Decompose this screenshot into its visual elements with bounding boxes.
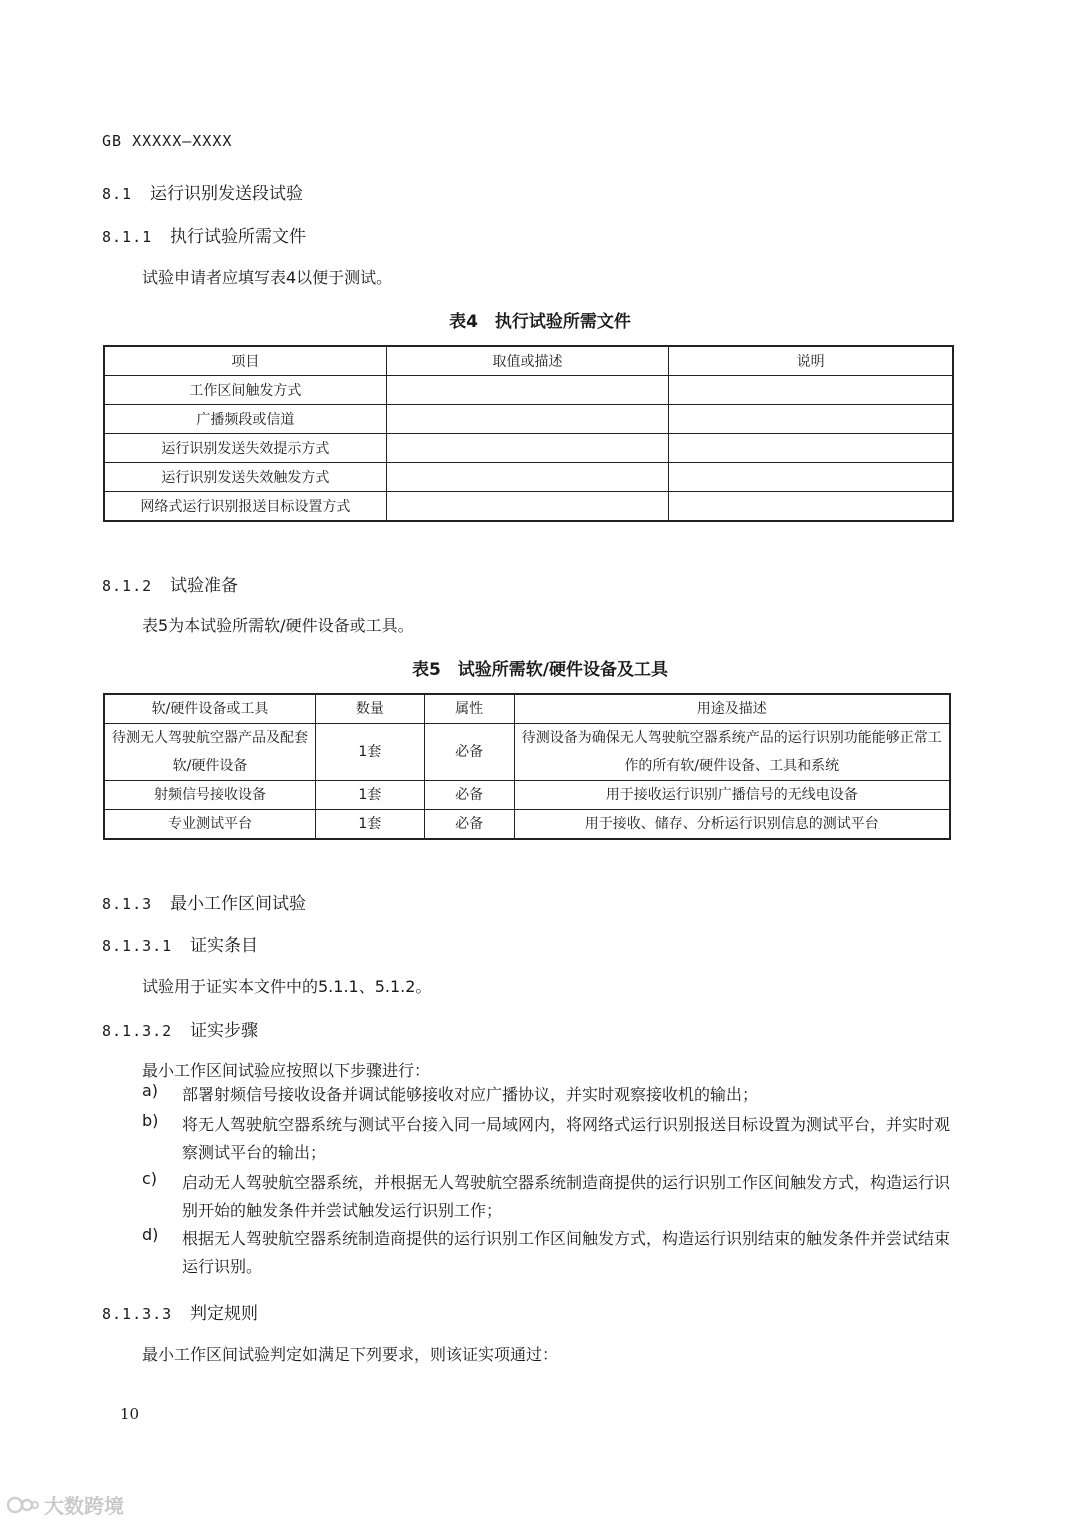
section-8-1-3-3-heading [102, 1299, 258, 1324]
section-title: 运行识别发送段试验 [150, 184, 303, 204]
watermark [6, 1490, 124, 1519]
list-marker: d) [142, 1225, 159, 1244]
table4 [103, 345, 954, 522]
table-header-cell: 属性 [424, 694, 514, 724]
table-cell: 用于接收、储存、分析运行识别信息的测试平台 [514, 810, 950, 840]
section-number: 8.1.3.3 [102, 1305, 173, 1323]
section-number: 8.1.2 [102, 577, 153, 595]
table-header-cell: 项目 [104, 346, 386, 376]
list-item [142, 1225, 952, 1281]
table-cell: 射频信号接收设备 [104, 781, 316, 810]
table-row [104, 492, 953, 522]
section-title: 证实步骤 [190, 1021, 258, 1041]
section-number: 8.1.3.1 [102, 937, 173, 955]
table-cell: 1套 [316, 810, 425, 840]
table-row [104, 810, 950, 840]
document-id: GB XXXXX—XXXX [102, 132, 233, 150]
list-marker: c) [142, 1169, 158, 1188]
table-cell [669, 492, 953, 522]
table-header-row [104, 694, 950, 724]
section-8-1-3-2-heading [102, 1016, 258, 1041]
section-8-1-2-heading [102, 571, 238, 596]
section-8-1-1-heading [102, 222, 306, 247]
table-row [104, 724, 950, 781]
table-header-cell: 用途及描述 [514, 694, 950, 724]
table-header-cell: 软/硬件设备或工具 [104, 694, 316, 724]
table-cell [386, 405, 668, 434]
table-cell [669, 434, 953, 463]
table-cell: 必备 [424, 724, 514, 781]
list-item [142, 1111, 952, 1167]
section-title: 执行试验所需文件 [170, 227, 306, 247]
section-title: 证实条目 [190, 936, 258, 956]
table-cell: 运行识别发送失效触发方式 [104, 463, 386, 492]
table-cell: 待测无人驾驶航空器产品及配套软/硬件设备 [104, 724, 316, 781]
table-cell: 1套 [316, 781, 425, 810]
table-cell [386, 434, 668, 463]
list-text: 部署射频信号接收设备并调试能够接收对应广播协议，并实时观察接收机的输出； [182, 1085, 759, 1104]
list-text: 根据无人驾驶航空器系统制造商提供的运行识别工作区间触发方式，构造运行识别结束的触发条件并尝试结束运行识别。 [182, 1229, 951, 1276]
section-8-1-2-paragraph: 表5为本试验所需软/硬件设备或工具。 [142, 616, 414, 635]
section-8-1-heading [102, 179, 303, 204]
table-cell [386, 492, 668, 522]
table-cell: 网络式运行识别报送目标设置方式 [104, 492, 386, 522]
section-8-1-3-1-paragraph: 试验用于证实本文件中的5.1.1、5.1.2。 [142, 977, 432, 996]
table-cell [669, 463, 953, 492]
section-8-1-3-3-paragraph: 最小工作区间试验判定如满足下列要求，则该证实项通过： [142, 1345, 559, 1364]
table-cell: 必备 [424, 810, 514, 840]
watermark-logo-icon [6, 1492, 40, 1518]
steps-intro: 最小工作区间试验应按照以下步骤进行： [142, 1061, 431, 1080]
list-text: 将无人驾驶航空器系统与测试平台接入同一局域网内，将网络式运行识别报送目标设置为测试平台，并实时观察测试平台的输出； [182, 1115, 951, 1162]
table-cell: 用于接收运行识别广播信号的无线电设备 [514, 781, 950, 810]
section-title: 判定规则 [190, 1304, 258, 1324]
table-cell [386, 376, 668, 405]
table-cell: 待测设备为确保无人驾驶航空器系统产品的运行识别功能能够正常工作的所有软/硬件设备、工具和系统 [514, 724, 950, 781]
section-number: 8.1.1 [102, 228, 153, 246]
list-marker: a) [142, 1081, 159, 1100]
section-title: 试验准备 [170, 576, 238, 596]
table5 [103, 693, 951, 840]
section-8-1-3-heading [102, 889, 306, 914]
section-number: 8.1.3.2 [102, 1022, 173, 1040]
table-row [104, 376, 953, 405]
list-marker: b) [142, 1111, 159, 1130]
list-text: 启动无人驾驶航空器系统，并根据无人驾驶航空器系统制造商提供的运行识别工作区间触发方式，构造运行识别开始的触发条件并尝试触发运行识别工作； [182, 1173, 951, 1220]
table-cell [386, 463, 668, 492]
table-row [104, 434, 953, 463]
table-cell: 工作区间触发方式 [104, 376, 386, 405]
section-number: 8.1.3 [102, 895, 153, 913]
table-row [104, 463, 953, 492]
table-cell: 广播频段或信道 [104, 405, 386, 434]
table-cell [669, 376, 953, 405]
table-cell: 必备 [424, 781, 514, 810]
section-title: 最小工作区间试验 [170, 894, 306, 914]
table-cell: 1套 [316, 724, 425, 781]
table-row [104, 405, 953, 434]
table4-caption: 表4 执行试验所需文件 [449, 312, 631, 332]
table-header-row [104, 346, 953, 376]
table-cell: 专业测试平台 [104, 810, 316, 840]
section-number: 8.1 [102, 185, 133, 203]
table-cell [669, 405, 953, 434]
list-item [142, 1081, 952, 1109]
watermark-text: 大数跨境 [44, 1494, 124, 1518]
table-header-cell: 取值或描述 [386, 346, 668, 376]
table-header-cell: 说明 [669, 346, 953, 376]
table5-caption: 表5 试验所需软/硬件设备及工具 [411, 660, 669, 680]
steps-list [142, 1081, 952, 1281]
section-8-1-3-1-heading [102, 931, 258, 956]
table-row [104, 781, 950, 810]
table-cell: 运行识别发送失效提示方式 [104, 434, 386, 463]
page-number: 10 [120, 1405, 140, 1423]
table-header-cell: 数量 [316, 694, 425, 724]
section-8-1-1-paragraph: 试验申请者应填写表4以便于测试。 [142, 268, 393, 287]
list-item [142, 1169, 952, 1225]
